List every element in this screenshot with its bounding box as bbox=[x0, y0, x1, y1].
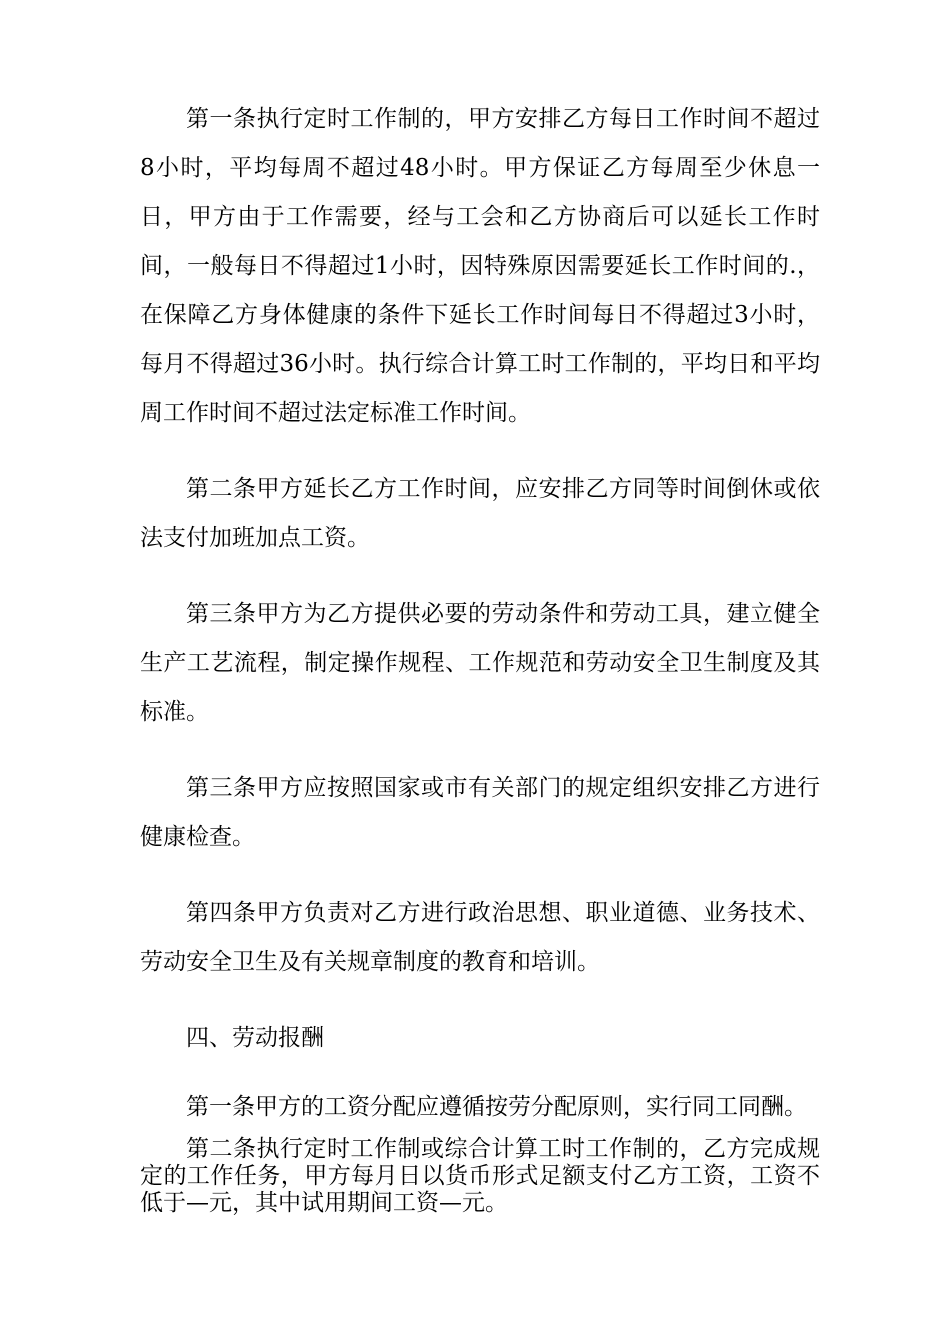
paragraph-article-3-health-check: 第三条甲方应按照国家或市有关部门的规定组织安排乙方进行健康检查。 bbox=[140, 775, 820, 850]
paragraph-article-4-training: 第四条甲方负责对乙方进行政治思想、职业道德、业务技术、劳动安全卫生及有关规章制度的教育和培训。 bbox=[140, 900, 820, 975]
paragraph-remuneration-article-1: 第一条甲方的工资分配应遵循按劳分配原则，实行同工同酬。 bbox=[186, 1094, 807, 1120]
section-heading-remuneration: 四、劳动报酬 bbox=[186, 1025, 324, 1051]
paragraph-remuneration-article-2: 第二条执行定时工作制或综合计算工时工作制的，乙方完成规定的工作任务，甲方每月日以货币形式足额支付乙方工资，工资不低于—元，其中试用期间工资—元。 bbox=[140, 1136, 820, 1216]
paragraph-article-3-labor-conditions: 第三条甲方为乙方提供必要的劳动条件和劳动工具，建立健全生产工艺流程，制定操作规程、工作规范和劳动安全卫生制度及其标准。 bbox=[140, 601, 820, 725]
paragraph-article-2-overtime: 第二条甲方延长乙方工作时间，应安排乙方同等时间倒休或依法支付加班加点工资。 bbox=[140, 476, 820, 551]
paragraph-article-1-working-hours: 第一条执行定时工作制的，甲方安排乙方每日工作时间不超过8小时，平均每周不超过48小时。甲方保证乙方每周至少休息一日，甲方由于工作需要，经与工会和乙方协商后可以延长工作时间，一般每日不得超过1小时，因特殊原因需要延长工作时间的.，在保障乙方身体健康的条件下延长工作时间每日不得超过3小时，每月不得超过36小时。执行综合计算工时工作制的，平均日和平均周工作时间不超过法定标准工作时间。 bbox=[140, 106, 820, 426]
document-body bbox=[140, 95, 820, 1217]
